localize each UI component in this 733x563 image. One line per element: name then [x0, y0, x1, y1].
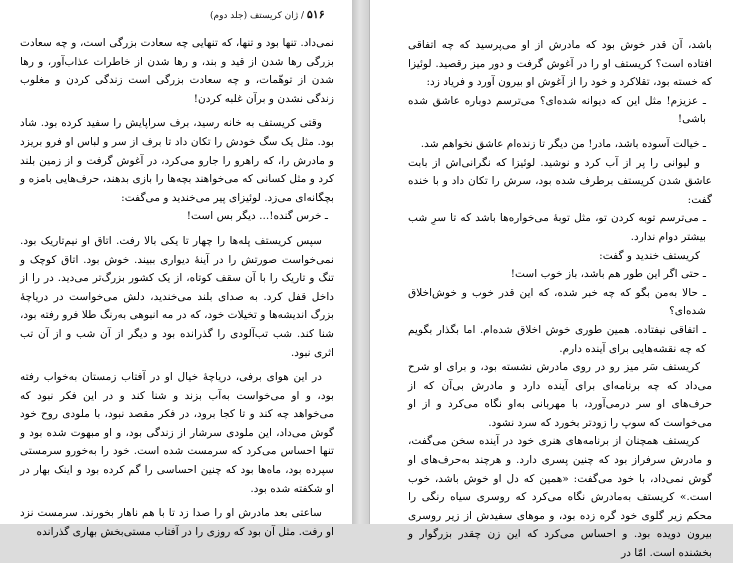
paragraph: وقتی کریستف به خانه رسید، برف سراپایش را سفید کرده بود. شاد بود. مثل یک سگ خودش را تکان داد تا برف از سر و لباس او فرو بریزد و مادرش را، که راهرو را جارو می‌کرد، در آغوش گرفت و از زمین بلند کرد و مثل کسانی که می‌خواهند بچه‌ها را بازی بدهند، حرف‌هایی بامزه و بچگانه‌ای می‌زد. لوئیزای پیر می‌خندید و می‌گفت: [20, 117, 334, 204]
paragraph: کریستف خندید و گفت: [599, 249, 700, 262]
left-page [0, 0, 353, 538]
paragraph: و لیوانی را پر از آب کرد و نوشید. لوئیزا که نگرانی‌اش از بابت عاشق شدن کریستف برطرف شده بود، سرش را تکان داد و با خنده گفت: [408, 156, 712, 206]
paragraph: سپس کریستف پله‌ها را چهار تا یکی بالا رفت. اتاق او نیم‌تاریک بود. نمی‌خواست صورتش را در آینهٔ دیواری ببیند. خوش بود. اتاق کوچک و تنگ و تاریک را با آن سقف کوتاه، از یک کشور بزرگ‌تر می‌دید. در را از داخل قفل کرد. به صدای بلند می‌خندید، دلش می‌خواست در دریاچهٔ بزرگ اندیشه‌ها و تخیلات خود، که در مه انبوهی به‌رنگ طلا فرو رفته بود، شنا کند. شب تب‌آلودی را گذرانده بود و دیگر از آن شب و از آن تب اثری نبود. [20, 234, 334, 359]
paragraph: نمی‌داد. تنها بود و تنها، که تنهایی چه سعادت بزرگی است، و چه سعادت بزرگی رها شدن از قید و بند، و رها شدن از خاطرات عذاب‌آور، و رها شدن از توهّمات، و چه سعادت بزرگی است زندگی کردن و مغلوب زندگی نشدن و برآن غلبه کردن! [20, 37, 334, 105]
page-number: ۵۱۶ [306, 8, 325, 21]
header-separator: / [300, 11, 304, 21]
dialogue-line: ـ اتفاقی نیفتاده. همین طوری خوش اخلاق شده‌ام. اما بگذار بگویم که چه نقشه‌هایی برای آینده دارم. [408, 323, 706, 355]
paragraph: در این هوای برفی، دریاچهٔ خیال او در آفتاب زمستان به‌خواب رفته بود، و او می‌خواست به‌آب بزند و شنا کند و در این فکر نبود که می‌خواهد چه کند و تا کجا برود، در فکر مقصد نبود، با ملودی روح خود گوش می‌داد، این ملودی سرشار از زندگی بود، و او مبهوت شده بود و تنها احساس می‌کرد که سرمست شده است. خود را به‌خورو سرمستی سپرده بود، ماه‌ها بود که چنین احساسی را گم کرده بود و اینک بهار در او شکفته شده بود. [20, 371, 334, 495]
dialogue-line: ـ عزیزم! مثل این که دیوانه شده‌ای؟ می‌ترسم دوباره عاشق شده باشی! [408, 94, 706, 126]
paragraph: ساعتی بعد مادرش او را صدا زد تا با هم ناهار بخورند. سرمست نزد او رفت. مثل آن بود که روزی را در آفتاب مستی‌بخش بهاری گذرانده [20, 507, 334, 538]
running-title: ژان کریستف (جلد دوم) [210, 11, 299, 21]
dialogue-line: ـ خرس گنده!... دیگر بس است! [186, 210, 328, 223]
left-page-body [20, 34, 334, 541]
page-header [210, 8, 325, 21]
dialogue-line: ـ حالا به‌من بگو که چه خبر شده، که این قدر خوب و خوش‌اخلاق شده‌ای؟ [408, 286, 706, 318]
right-page-body [408, 36, 712, 563]
paragraph: کریستف سَر میز رو در روی مادرش نشسته بود، و برای او شرح می‌داد که چه برنامه‌ای برای آینده دارد و مادرش بی‌آن که از حرف‌های او سر درمی‌آورد، با مهربانی به‌او نگاه می‌کرد و از او می‌خواست که سوپ را زودتر بخورد که سرد نشود. [408, 361, 712, 429]
paragraph: باشد، آن قدر خوش بود که مادرش از او می‌پرسید که چه اتفاقی افتاده است؟ کریستف او را در آغوش گرفت و دور میز رقصید. لوئیزا که خسته بود، تقلاکرد و خود را از آغوش او بیرون آورد و فریاد زد: [408, 39, 712, 89]
book-gutter [352, 0, 369, 524]
dialogue-line: ـ حتی اگر این طور هم باشد، باز خوب است! [510, 268, 706, 281]
right-page [369, 0, 733, 560]
paragraph: کریستف همچنان از برنامه‌های هنری خود در آینده سخن می‌گفت، و مادرش سرفراز بود که چنین پسری دارد. و هرچند به‌حرف‌های او گوش نمی‌داد، با خود می‌گفت: «همین که دل او خوش باشد، خوب است.» کریستف به‌مادرش نگاه می‌کرد که روسری سیاه رنگی را محکم زیر گلوی خود گره زده بود، و موهای سفیدش از زیر روسری بیرون دویده بود. و احساس می‌کرد که این زن چقدر بزرگوار و بخشنده است. امّا در [408, 435, 712, 560]
dialogue-line: ـ می‌ترسم توبه کردن تو، مثل توبهٔ می‌خواره‌ها باشد که تا سرِ شب بیشتر دوام ندارد. [408, 212, 706, 243]
dialogue-line: ـ خیالت آسوده باشد، مادر! من دیگر تا زنده‌ام عاشق نخواهم شد. [420, 137, 706, 150]
